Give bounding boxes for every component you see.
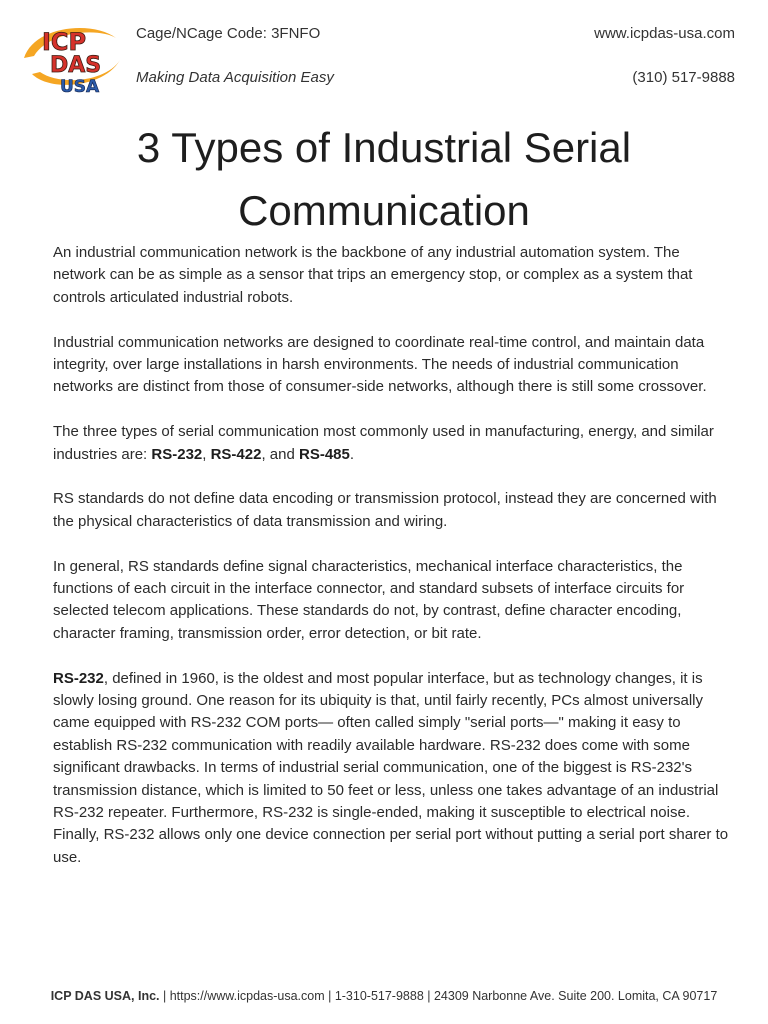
paragraph-intro: An industrial communication network is the backbone of any industrial automation system. The network can be as simple as a sensor that trips an emergency stop, or complex as a system that controls articulated industrial robots. <box>53 244 693 306</box>
paragraph-rs232 <box>53 668 733 870</box>
website-link[interactable]: www.icpdas-usa.com <box>594 25 735 42</box>
separator: , <box>202 445 211 463</box>
icp-das-usa-logo <box>20 16 124 96</box>
separator: , and <box>261 445 299 463</box>
paragraph-rs-general: In general, RS standards define signal characteristics, mechanical interface characteristics, the functions of each circuit in the interface connector, and standard subsets of interface circuits for selected telecom applications. These standards do not, by contrast, define character encoding, character framing, transmission order, error detection, or bit rate. <box>53 557 685 642</box>
svg-text:USA: USA <box>60 77 100 96</box>
rs232-description: , defined in 1960, is the oldest and most popular interface, but as technology changes, it is slowly losing ground. One reason for its ubiquity is that, until fairly recently, PCs almost universally came equipped with RS-232 COM ports— often called simply "serial ports—" making it easy to establish RS-232 communication with readily available hardware. RS-232 does come with some significant drawbacks. In terms of industrial serial communication, one of the biggest is RS-232's transmission distance, which is limited to 50 feet or less, unless one takes advantage of an industrial RS-232 repeater. Furthermore, RS-232 is single-ended, making it susceptible to electrical noise. Finally, RS-232 allows only one device connection per serial port without putting a serial port sharer to use. <box>53 669 729 866</box>
paragraph-networks: Industrial communication networks are designed to coordinate real-time control, and maintain data integrity, over large installations in harsh environments. The needs of industrial communication networks are distinct from those of consumer-side networks, although there is still some crossover. <box>53 333 707 396</box>
three-types-intro: The three types of serial communication most commonly used in manufacturing, energy, and similar industries are: <box>53 423 714 463</box>
article-body <box>53 242 733 892</box>
footer-details: | https://www.icpdas-usa.com | 1-310-517-9888 | 24309 Narbonne Ave. Suite 200. Lomita, CA 90717 <box>159 989 718 1003</box>
page-title: 3 Types of Industrial Serial Communication <box>136 124 632 234</box>
page-header <box>0 0 768 110</box>
rs485-term: RS-485 <box>298 445 350 463</box>
rs232-heading-term: RS-232 <box>53 669 104 687</box>
paragraph-rs-standards: RS standards do not define data encoding or transmission protocol, instead they are concerned with the physical characteristics of data transmission and wiring. <box>53 490 717 530</box>
svg-text:ICP: ICP <box>42 28 87 56</box>
rs422-term: RS-422 <box>210 445 262 463</box>
cage-code: Cage/NCage Code: 3FNFO <box>136 25 321 42</box>
rs232-term: RS-232 <box>151 445 203 463</box>
svg-text:DAS: DAS <box>50 53 102 78</box>
paragraph-three-types <box>53 421 733 466</box>
phone-number: (310) 517-9888 <box>632 69 735 86</box>
period: . <box>349 445 355 463</box>
tagline: Making Data Acquisition Easy <box>136 69 334 86</box>
page-footer <box>0 989 768 1003</box>
footer-company: ICP DAS USA, Inc. <box>50 989 160 1003</box>
